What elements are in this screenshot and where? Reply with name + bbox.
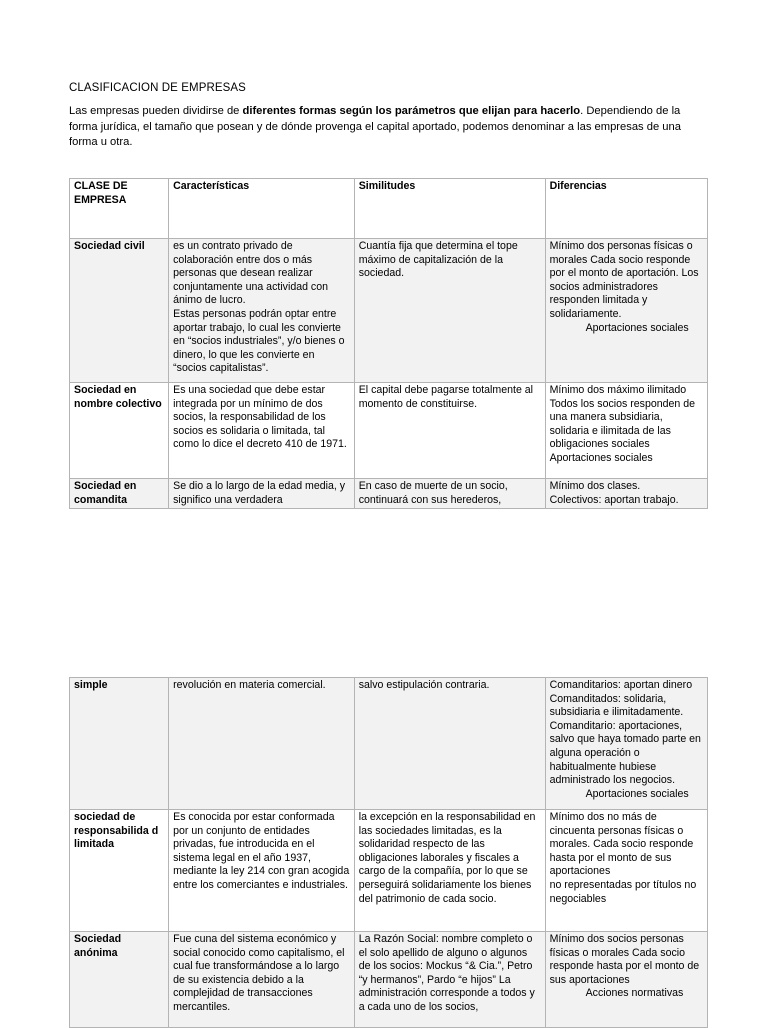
row-clase: Sociedad en nombre colectivo bbox=[70, 383, 169, 479]
row-similitudes: la excepción en la responsabilidad en las sociedades limitadas, es la solidaridad respecto de las obligaciones laborales y fiscales a cargo de la compañía, por lo que se perseguirá solidariamente los bienes del patrimonio de cada socio. bbox=[354, 810, 545, 932]
row-caracteristicas: Fue cuna del sistema económico y social conocido como capitalismo, el cual fue transformándose a lo largo de su existencia debido a la complejidad de transacciones mercantiles. bbox=[169, 932, 355, 1028]
header-caracteristicas: Características bbox=[169, 179, 355, 239]
row-clase: simple bbox=[70, 678, 169, 810]
row-clase: Sociedad anónima bbox=[70, 932, 169, 1028]
row-diferencias bbox=[545, 932, 707, 1028]
row-diferencias-text: Mínimo dos personas físicas o morales Cada socio responde por el monto de aportación. Los socios administradores responden limitada y solidariamente. bbox=[549, 240, 699, 320]
row-diferencias: Mínimo dos no más de cincuenta personas físicas o morales. Cada socio responde hasta por el monto de sus aportaciones no representadas por títulos no negociables bbox=[545, 810, 707, 932]
row-caracteristicas: Es una sociedad que debe estar integrada por un mínimo de dos socios, la responsabilidad de los socios es solidaria o limitada, tal como lo dice el decreto 410 de 1971. bbox=[169, 383, 355, 479]
row-diferencias-text: Comanditarios: aportan dinero Comanditados: solidaria, subsidiaria e ilimitadamente. Comanditario: aportaciones, salvo que haya tomado parte en alguna operación o habitualmente hubiese administrado los negocios. bbox=[549, 679, 701, 787]
row-diferencias-text: Mínimo dos socios personas físicas o morales Cada socio responde hasta por el monto de sus aportaciones bbox=[549, 933, 700, 986]
row-diferencias bbox=[545, 239, 707, 383]
row-caracteristicas: Es conocida por estar conformada por un conjunto de entidades privadas, fue introducida en el sistema legal en el año 1937, mediante la ley 214 con gran acogida entre los comerciantes e industriales. bbox=[169, 810, 355, 932]
intro-text-bold: diferentes formas según los parámetros que elijan para hacerlo bbox=[242, 105, 581, 117]
row-similitudes: salvo estipulación contraria. bbox=[354, 678, 545, 810]
intro-text-end: . Dependiendo de la forma jurídica, el tamaño que posean y de dónde provenga el capital aportado, podemos denominar a las empresas de una forma u otra. bbox=[69, 105, 681, 148]
table-row bbox=[70, 383, 708, 479]
header-diferencias: Diferencias bbox=[545, 179, 707, 239]
table-row bbox=[70, 932, 708, 1028]
row-similitudes: Cuantía fija que determina el tope máximo de capitalización de la sociedad. bbox=[354, 239, 545, 383]
row-similitudes: En caso de muerte de un socio, continuará con sus herederos, bbox=[354, 479, 545, 509]
document-title: CLASIFICACION DE EMPRESAS bbox=[69, 82, 246, 94]
header-clase: CLASE DE EMPRESA bbox=[70, 179, 169, 239]
header-similitudes: Similitudes bbox=[354, 179, 545, 239]
row-caracteristicas: es un contrato privado de colaboración entre dos o más personas que desean realizar conjuntamente una actividad con ánimo de lucro. Estas personas podrán optar entre aportar trabajo, lo cual les convierte en “socios industriales”, y/o bienes o dinero, lo que les convierte en “socios capitalistas”. bbox=[169, 239, 355, 383]
row-diferencias-extra: Aportaciones sociales bbox=[585, 321, 689, 334]
row-diferencias: Mínimo dos clases. Colectivos: aportan trabajo. bbox=[545, 479, 707, 509]
row-diferencias: Mínimo dos máximo ilimitado Todos los socios responden de una manera subsidiaria, solidaria e ilimitada de las obligaciones sociales Aportaciones sociales bbox=[545, 383, 707, 479]
row-caracteristicas: Se dio a lo largo de la edad media, y significo una verdadera bbox=[169, 479, 355, 509]
row-diferencias-extra: Acciones normativas bbox=[585, 987, 684, 1000]
intro-paragraph bbox=[69, 104, 705, 151]
table-row bbox=[70, 479, 708, 509]
row-clase: Sociedad en comandita bbox=[70, 479, 169, 509]
table-row bbox=[70, 810, 708, 932]
row-diferencias bbox=[545, 678, 707, 810]
row-similitudes: La Razón Social: nombre completo o el solo apellido de alguno o algunos de los socios: Mockus “& Cia.”, Petro “y hermanos”, Pardo “e hijos” La administración corresponde a todos y a cada uno de los socios, bbox=[354, 932, 545, 1028]
table-row bbox=[70, 239, 708, 383]
classification-table-page1 bbox=[69, 178, 722, 509]
row-diferencias-extra: Aportaciones sociales bbox=[585, 787, 689, 800]
table-header-row bbox=[70, 179, 708, 239]
row-similitudes: El capital debe pagarse totalmente al momento de constituirse. bbox=[354, 383, 545, 479]
row-clase: Sociedad civil bbox=[70, 239, 169, 383]
row-caracteristicas: revolución en materia comercial. bbox=[169, 678, 355, 810]
table-row bbox=[70, 678, 708, 810]
row-clase: sociedad de responsabilida d limitada bbox=[70, 810, 169, 932]
classification-table-page2 bbox=[69, 677, 708, 1028]
intro-text-start: Las empresas pueden dividirse de bbox=[69, 105, 243, 117]
